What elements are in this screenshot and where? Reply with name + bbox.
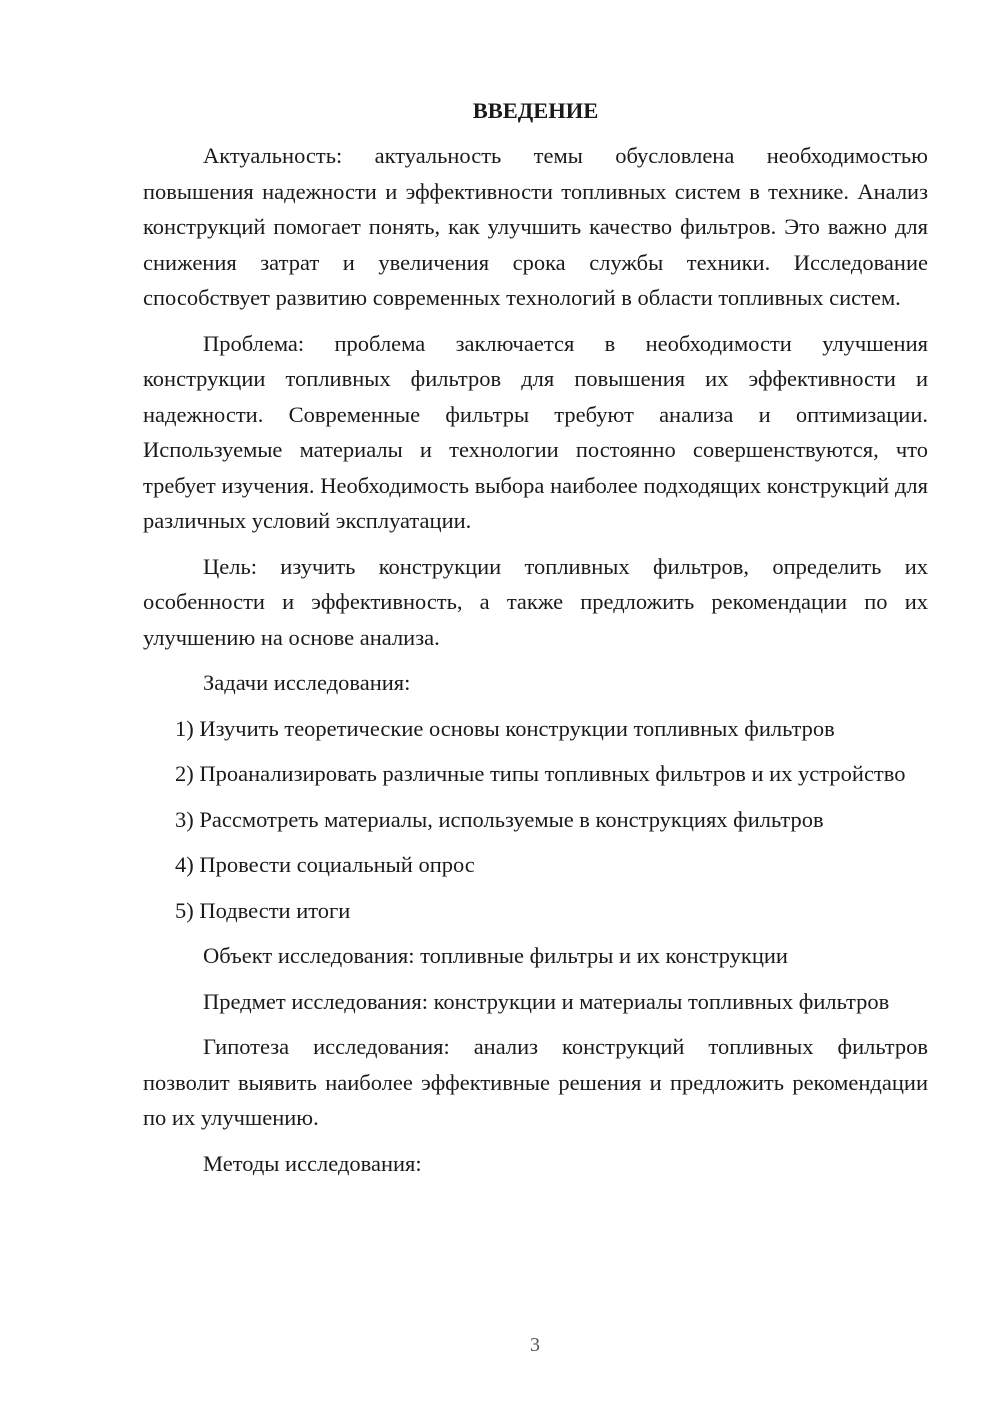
task-item-1: 1) Изучить теоретические основы конструкции топливных фильтров xyxy=(175,715,835,741)
task-item-3: 3) Рассмотреть материалы, используемые в конструкциях фильтров xyxy=(175,806,824,832)
section-heading: ВВЕДЕНИЕ xyxy=(472,98,599,123)
subject-paragraph: Предмет исследования: конструкции и материалы топливных фильтров xyxy=(203,988,890,1014)
task-item-4: 4) Провести социальный опрос xyxy=(175,852,475,877)
tasks-title: Задачи исследования: xyxy=(203,670,411,695)
task-item-5: 5) Подвести итоги xyxy=(175,897,351,923)
goal-paragraph: Цель: изучить конструкции топливных фильтров, определить их особенности и эффективность, а также предложить рекомендации по их улучшению на основе анализа. xyxy=(143,553,928,650)
object-paragraph: Объект исследования: топливные фильтры и их конструкции xyxy=(203,943,788,968)
page-number: 3 xyxy=(530,1334,540,1356)
relevance-paragraph: Актуальность: актуальность темы обусловлена необходимостью повышения надежности и эффективности топливных систем в технике. Анализ конструкций помогает понять, как улучшить качество фильтров. Это важно для снижения затрат и увеличения срока службы техники. Исследование способствует развитию современных технологий в области топливных систем. xyxy=(143,143,928,310)
document-page xyxy=(143,95,928,1191)
hypothesis-paragraph: Гипотеза исследования: анализ конструкций топливных фильтров позволит выявить наиболее эффективные решения и предложить рекомендации по их улучшению. xyxy=(143,1034,928,1130)
task-item-2: 2) Проанализировать различные типы топливных фильтров и их устройство xyxy=(175,761,906,786)
methods-title: Методы исследования: xyxy=(203,1150,422,1176)
problem-paragraph: Проблема: проблема заключается в необходимости улучшения конструкции топливных фильтров для повышения их эффективности и надежности. Современные фильтры требуют анализа и оптимизации. Используемые материалы и технологии постоянно совершенствуются, что требует изучения. Необходимость выбора наиболее подходящих конструкций для различных условий эксплуатации. xyxy=(143,330,928,533)
